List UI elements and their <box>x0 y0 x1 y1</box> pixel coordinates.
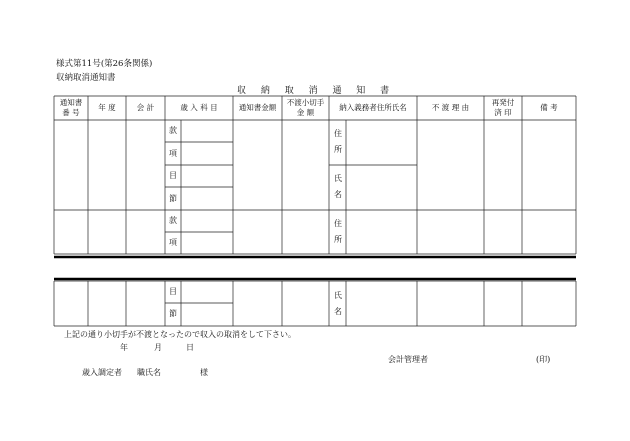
header-payer: 納入義務者住所氏名 <box>339 103 407 112</box>
recipient-honorific: 様 <box>200 368 208 377</box>
label-address-2: 所 <box>334 235 342 244</box>
recipient-title: 職氏名 <box>137 368 161 377</box>
header-notice-amount: 通知書金額 <box>238 103 277 112</box>
seal-mark: (印) <box>536 355 551 364</box>
header-fiscal-year: 年 度 <box>98 103 116 112</box>
form-name: 収納取消通知書 <box>56 73 116 83</box>
label-address-1: 住 <box>334 129 342 138</box>
cancellation-note: 上記の通り小切手が不渡となったので収入の取消をして下さい。 <box>64 330 296 339</box>
header-remarks: 備 考 <box>540 103 558 112</box>
label-moku: 目 <box>169 171 177 180</box>
header-notice-number: 通知書 番 号 <box>59 98 83 117</box>
label-name-1: 氏 <box>334 174 342 183</box>
label-setsu: 節 <box>169 194 177 203</box>
accounting-manager-label: 会計管理者 <box>388 355 428 364</box>
label-kan: 款 <box>169 216 177 225</box>
label-name-1: 氏 <box>334 291 342 300</box>
header-reissue-stamp: 再発付 済 印 <box>491 98 515 117</box>
label-moku: 目 <box>169 287 177 296</box>
label-address-1: 住 <box>334 219 342 228</box>
date-day-label: 日 <box>186 343 194 352</box>
label-kou: 項 <box>169 238 177 247</box>
label-setsu: 節 <box>169 309 177 318</box>
document-title: 収 納 取 消 通 知 書 <box>237 86 396 96</box>
date-month-label: 月 <box>154 343 162 352</box>
header-account: 会 計 <box>136 103 155 112</box>
label-kou: 項 <box>169 149 177 158</box>
label-name-2: 名 <box>334 190 342 199</box>
date-year-label: 年 <box>120 343 128 352</box>
form-number: 様式第11号(第26条関係) <box>56 59 153 69</box>
label-kan: 款 <box>169 126 177 135</box>
header-revenue-item: 歳 入 科 目 <box>180 103 218 112</box>
label-name-2: 名 <box>334 307 342 316</box>
label-address-2: 所 <box>334 145 342 154</box>
recipient-role: 歳入調定者 <box>82 368 122 377</box>
header-unpaid-check-amount: 不渡小切手 金 額 <box>286 98 325 117</box>
header-unpaid-reason: 不 渡 理 由 <box>431 103 470 112</box>
